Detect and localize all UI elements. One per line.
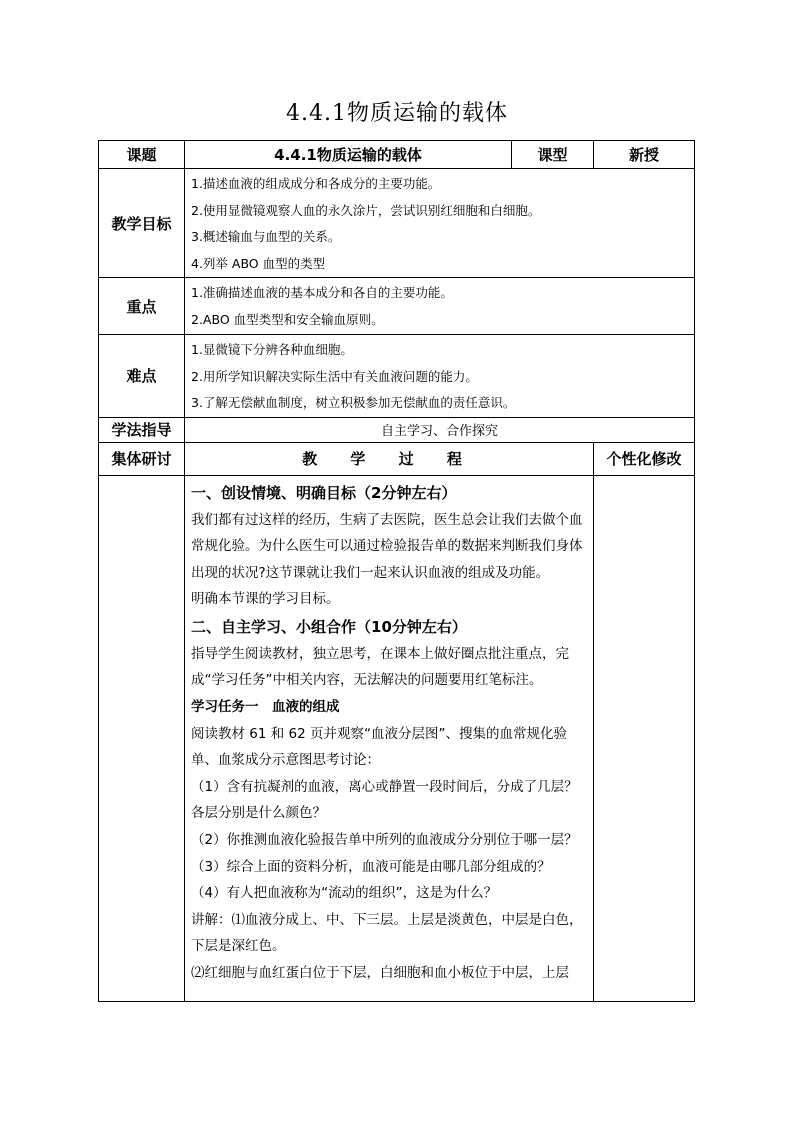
paragraph: 阅读教材 61 和 62 页并观察“血液分层图”、搜集的血常规化验单、血浆成分示意图思考讨论： (191, 725, 568, 769)
method-value: 自主学习、合作探究 (185, 417, 695, 442)
objectives-list (185, 169, 695, 278)
method-row (99, 417, 695, 442)
label-group-study: 集体研讨 (99, 442, 185, 475)
label-personal-edit: 个性化修改 (594, 442, 695, 475)
list-item: 3.概述输血与血型的关系。 (191, 229, 341, 244)
paragraph: 明确本节课的学习目标。 (191, 591, 340, 608)
list-item: 1.描述血液的组成成分和各成分的主要功能。 (191, 176, 441, 191)
objectives-row (99, 169, 695, 278)
paragraph: 我们都有过这样的经历，生病了去医院，医生总会让我们去做个血常规化验。为什么医生可以通过检验报告单的数据来判断我们身体出现的状况?这节课就让我们一起来认识血液的组成及功能。 (191, 511, 583, 581)
task-heading: 学习任务一 血液的组成 (191, 699, 340, 716)
process-heading (185, 442, 594, 475)
list-item: 2.ABO 血型类型和安全输血原则。 (191, 311, 384, 327)
answer: ⑵红细胞与血红蛋白位于下层，白细胞和血小板位于中层，上层 (191, 965, 569, 981)
label-objectives: 教学目标 (99, 169, 185, 278)
difficulties-row (99, 335, 695, 418)
list-item: 2.用所学知识解决实际生活中有关血液问题的能力。 (191, 368, 478, 384)
process-heading-text: 教 学 过 程 (302, 450, 476, 468)
topic-row (99, 141, 695, 169)
key-points-list (185, 278, 695, 335)
question: （4）有人把血液称为“流动的组织”，这是为什么？ (191, 885, 498, 902)
label-topic: 课题 (99, 141, 185, 169)
label-key-points: 重点 (99, 278, 185, 335)
lesson-plan-table (98, 140, 695, 1002)
question: （2）你推测血液化验报告单中所列的血液成分分别位于哪一层？ (191, 832, 578, 849)
group-study-cell (99, 475, 185, 1001)
page-title: 4.4.1物质运输的载体 (286, 101, 508, 126)
question: （1）含有抗凝剂的血液，离心或静置一段时间后，分成了几层？各层分别是什么颜色？ (191, 778, 578, 822)
list-item: 1.显微镜下分辨各种血细胞。 (191, 342, 353, 357)
list-item: 2.使用显微镜观察人血的永久涂片，尝试识别红细胞和白细胞。 (191, 202, 541, 218)
key-points-row (99, 278, 695, 335)
list-item: 3.了解无偿献血制度，树立积极参加无偿献血的责任意识。 (191, 395, 516, 410)
process-content (185, 475, 594, 1001)
list-item: 4.列举 ABO 血型的类型 (191, 255, 326, 271)
list-item: 1.准确描述血液的基本成分和各自的主要功能。 (191, 285, 453, 300)
topic-value: 4.4.1物质运输的载体 (185, 141, 512, 169)
answer: 讲解：⑴血液分成上、中、下三层。上层是淡黄色，中层是白色，下层是深红色。 (191, 911, 583, 955)
difficulties-list (185, 335, 695, 418)
question: （3）综合上面的资料分析，血液可能是由哪几部分组成的？ (191, 858, 551, 875)
label-method: 学法指导 (99, 417, 185, 442)
process-body-row (99, 475, 695, 1001)
process-header-row (99, 442, 695, 475)
label-type: 课型 (512, 141, 594, 169)
section-heading: 一、创设情境、明确目标（2分钟左右） (191, 483, 457, 502)
paragraph: 指导学生阅读教材，独立思考，在课本上做好圈点批注重点，完成“学习任务”中相关内容，无法解决的问题要用红笔标注。 (191, 645, 569, 689)
type-value: 新授 (594, 141, 695, 169)
label-difficulties: 难点 (99, 335, 185, 418)
section-heading: 二、自主学习、小组合作（10分钟左右） (191, 617, 467, 636)
personal-edit-cell (594, 475, 695, 1001)
